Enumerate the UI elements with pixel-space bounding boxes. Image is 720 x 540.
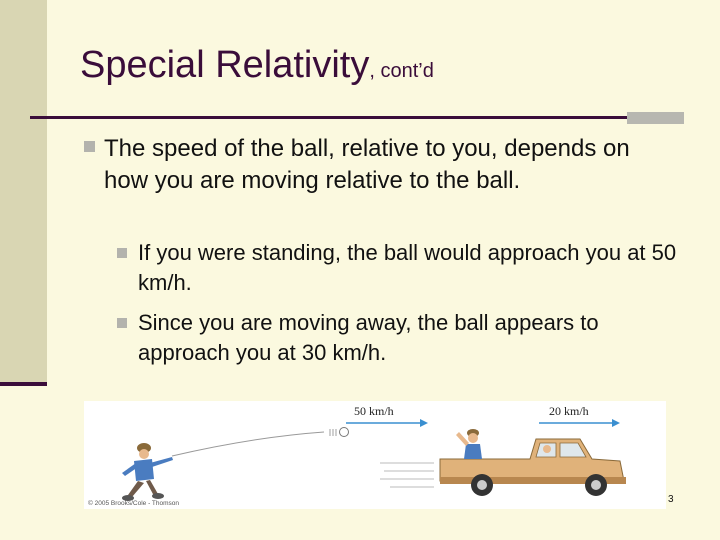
- title-sub: , cont’d: [369, 60, 434, 82]
- left-accent-bar: [0, 0, 47, 382]
- figure-copyright: © 2005 Brooks/Cole - Thomson: [88, 500, 180, 507]
- bullet-text: The speed of the ball, relative to you, depends on how you are moving relative to the ball.: [104, 135, 630, 194]
- sub-bullet-marker: [117, 318, 127, 328]
- relativity-illustration: [84, 401, 666, 509]
- truck-velocity-arrow: [539, 419, 620, 427]
- slide-title: [80, 44, 434, 87]
- title-underline: [30, 116, 674, 119]
- page-number: 3: [668, 494, 674, 505]
- truck-speed-label: 20 km/h: [549, 404, 589, 418]
- ball: [340, 428, 349, 437]
- sub-bullet-text: Since you are moving away, the ball appears to approach you at 30 km/h.: [138, 310, 599, 365]
- illustration-svg: [84, 401, 666, 509]
- passenger-figure: [456, 429, 482, 459]
- truck-motion-streaks: [380, 463, 434, 487]
- driver-head: [543, 445, 551, 453]
- sub-bullet-marker: [117, 248, 127, 258]
- pitcher-figure: [122, 443, 173, 501]
- sub-bullet-text: If you were standing, the ball would approach you at 50 km/h.: [138, 240, 677, 295]
- ball-trajectory: [172, 432, 324, 456]
- speed-lines: [330, 429, 336, 436]
- bullet-marker: [84, 141, 95, 152]
- left-accent-bar-cap: [0, 382, 47, 386]
- title-main: Special Relativity: [80, 44, 370, 86]
- ball-velocity-arrow: [346, 419, 428, 427]
- title-underline-accent: [627, 112, 684, 124]
- ball-speed-label: 50 km/h: [354, 404, 394, 418]
